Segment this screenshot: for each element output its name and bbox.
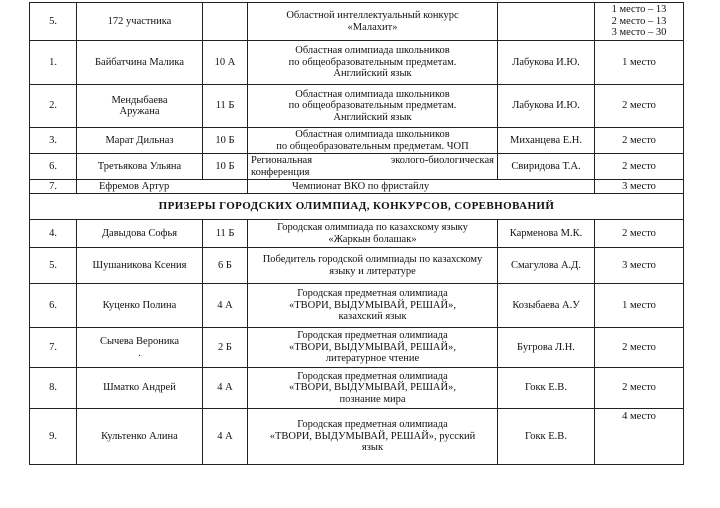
event-cell: Чемпионат ВКО по фристайлу bbox=[248, 180, 595, 194]
teacher-cell: Бугрова Л.Н. bbox=[498, 328, 595, 368]
teacher-cell: Миханцева Е.Н. bbox=[498, 128, 595, 154]
class-cell: 11 Б bbox=[203, 220, 248, 248]
participant-name: Шушаникова Ксения bbox=[77, 248, 203, 284]
participant-name: Куценко Полина bbox=[77, 284, 203, 328]
participant-name: Мендыбаева Аружана bbox=[77, 85, 203, 128]
result-cell: 2 место bbox=[595, 154, 684, 180]
event-cell: Городская олимпиада по казахскому языку «Жаркын болашак» bbox=[248, 220, 498, 248]
teacher-cell: Лабукова И.Ю. bbox=[498, 41, 595, 85]
table-row bbox=[30, 85, 684, 128]
class-cell: 6 Б bbox=[203, 248, 248, 284]
table-row bbox=[30, 128, 684, 154]
event-cell: Областная олимпиада школьников по общеобразовательным предметам. Английский язык bbox=[248, 85, 498, 128]
result-cell: 2 место bbox=[595, 220, 684, 248]
table-row bbox=[30, 220, 684, 248]
row-number: 6. bbox=[30, 154, 77, 180]
section-header-row bbox=[30, 194, 684, 220]
teacher-cell: Гокк Е.В. bbox=[498, 409, 595, 465]
row-number: 5. bbox=[30, 248, 77, 284]
participant-name: Давыдова Софья bbox=[77, 220, 203, 248]
result-cell: 1 место bbox=[595, 41, 684, 85]
teacher-cell bbox=[498, 3, 595, 41]
participant-name: Шматко Андрей bbox=[77, 368, 203, 409]
participant-name: Байбатчина Малика bbox=[77, 41, 203, 85]
table-row bbox=[30, 41, 684, 85]
result-cell: 2 место bbox=[595, 128, 684, 154]
result-cell: 2 место bbox=[595, 368, 684, 409]
result-cell: 3 место bbox=[595, 180, 684, 194]
participant-name: 172 участника bbox=[77, 3, 203, 41]
table-row bbox=[30, 328, 684, 368]
result-cell: 2 место bbox=[595, 328, 684, 368]
result-cell: 1 место bbox=[595, 284, 684, 328]
event-cell: Городская предметная олимпиада «ТВОРИ, ВЫДУМЫВАЙ, РЕШАЙ», русский язык bbox=[248, 409, 498, 465]
event-cell: Областная олимпиада школьников по общеобразовательным предметам. Английский язык bbox=[248, 41, 498, 85]
result-cell: 3 место bbox=[595, 248, 684, 284]
event-cell: Областной интеллектуальный конкурс «Малахит» bbox=[248, 3, 498, 41]
result-cell: 1 место – 13 2 место – 13 3 место – 30 bbox=[595, 3, 684, 41]
event-cell: Областная олимпиада школьников по общеобразовательным предметам. ЧОП bbox=[248, 128, 498, 154]
event-cell: Региональная эколого-биологическая конференция bbox=[248, 154, 498, 180]
table-row bbox=[30, 409, 684, 465]
event-cell: Городская предметная олимпиада «ТВОРИ, ВЫДУМЫВАЙ, РЕШАЙ», познание мира bbox=[248, 368, 498, 409]
class-cell: 10 Б bbox=[203, 128, 248, 154]
event-cell: Городская предметная олимпиада «ТВОРИ, ВЫДУМЫВАЙ, РЕШАЙ», литературное чтение bbox=[248, 328, 498, 368]
result-cell: 2 место bbox=[595, 85, 684, 128]
teacher-cell: Гокк Е.В. bbox=[498, 368, 595, 409]
class-cell: 4 А bbox=[203, 368, 248, 409]
class-cell bbox=[203, 3, 248, 41]
teacher-cell: Смагулова А.Д. bbox=[498, 248, 595, 284]
row-number: 6. bbox=[30, 284, 77, 328]
table-row bbox=[30, 368, 684, 409]
row-number: 8. bbox=[30, 368, 77, 409]
row-number: 7. bbox=[30, 180, 77, 194]
participant-name: Третьякова Ульяна bbox=[77, 154, 203, 180]
participant-name: Сычева Вероника . bbox=[77, 328, 203, 368]
table-row bbox=[30, 248, 684, 284]
class-cell: 4 А bbox=[203, 284, 248, 328]
teacher-cell: Карменова М.К. bbox=[498, 220, 595, 248]
class-cell: 2 Б bbox=[203, 328, 248, 368]
class-cell: 11 Б bbox=[203, 85, 248, 128]
teacher-cell: Свиридова Т.А. bbox=[498, 154, 595, 180]
row-number: 2. bbox=[30, 85, 77, 128]
participant-name: Ефремов Артур bbox=[77, 180, 248, 194]
row-number: 7. bbox=[30, 328, 77, 368]
table-row bbox=[30, 3, 684, 41]
row-number: 4. bbox=[30, 220, 77, 248]
class-cell: 4 А bbox=[203, 409, 248, 465]
results-table bbox=[29, 2, 684, 465]
result-cell: 4 место bbox=[595, 409, 684, 465]
section-header: ПРИЗЕРЫ ГОРОДСКИХ ОЛИМПИАД, КОНКУРСОВ, СОРЕВНОВАНИЙ bbox=[30, 194, 684, 220]
event-cell: Победитель городской олимпиады по казахскому языку и литературе bbox=[248, 248, 498, 284]
table-row bbox=[30, 284, 684, 328]
row-number: 9. bbox=[30, 409, 77, 465]
teacher-cell: Лабукова И.Ю. bbox=[498, 85, 595, 128]
table-row bbox=[30, 180, 684, 194]
class-cell: 10 Б bbox=[203, 154, 248, 180]
row-number: 3. bbox=[30, 128, 77, 154]
participant-name: Культенко Алина bbox=[77, 409, 203, 465]
row-number: 1. bbox=[30, 41, 77, 85]
teacher-cell: Козыбаева А.У bbox=[498, 284, 595, 328]
participant-name: Марат Дильназ bbox=[77, 128, 203, 154]
table-row bbox=[30, 154, 684, 180]
row-number: 5. bbox=[30, 3, 77, 41]
event-cell: Городская предметная олимпиада «ТВОРИ, ВЫДУМЫВАЙ, РЕШАЙ», казахский язык bbox=[248, 284, 498, 328]
class-cell: 10 А bbox=[203, 41, 248, 85]
